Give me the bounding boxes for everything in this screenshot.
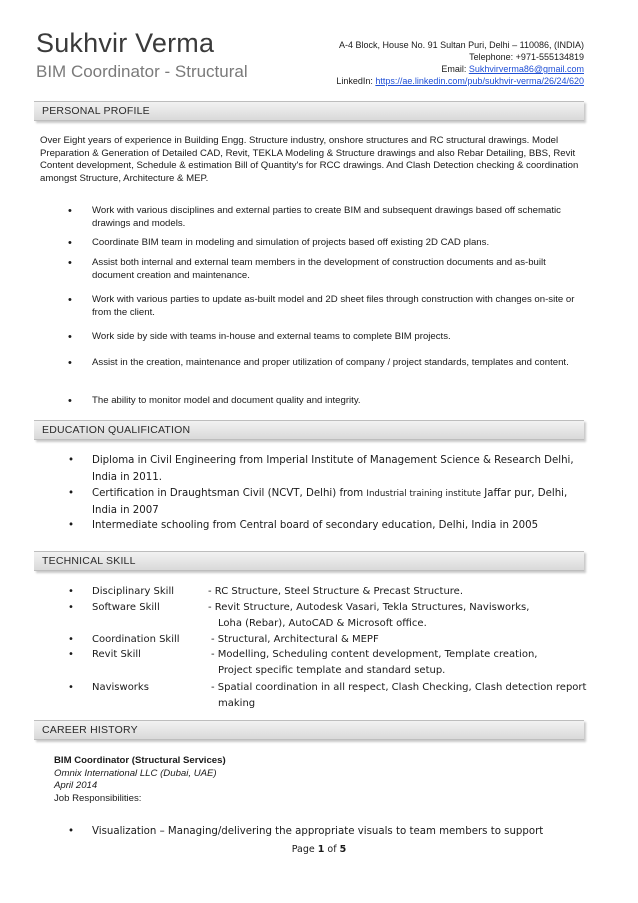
skill-label: Disciplinary Skill bbox=[92, 586, 175, 597]
bullet-icon: • bbox=[68, 294, 72, 306]
job-company: Omnix International LLC (Dubai, UAE) bbox=[54, 767, 217, 779]
linkedin-line bbox=[336, 75, 584, 87]
bullet-icon: • bbox=[68, 205, 72, 217]
bullet-icon: • bbox=[68, 357, 72, 369]
skill-value: Loha (Rebar), AutoCAD & Microsoft office. bbox=[218, 618, 427, 629]
address: A-4 Block, House No. 91 Sultan Puri, Delhi – 110086, (INDIA) bbox=[339, 40, 584, 50]
bullet-icon: • bbox=[68, 682, 74, 693]
email-link[interactable]: Sukhvirverma86@gmail.com bbox=[468, 64, 584, 74]
section-title: TECHNICAL SKILL bbox=[42, 555, 136, 567]
section-title: CAREER HISTORY bbox=[42, 724, 138, 736]
bullet-icon: • bbox=[68, 237, 72, 249]
page-number: 1 bbox=[317, 844, 325, 855]
bullet-icon: • bbox=[68, 602, 74, 613]
linkedin-link[interactable]: https://ae.linkedin.com/pub/sukhvir-verma/26/24/620 bbox=[375, 76, 584, 86]
bullet-icon: • bbox=[68, 634, 74, 645]
page-footer: Page 1 of 5 bbox=[291, 844, 347, 855]
bullet-icon: • bbox=[68, 455, 75, 466]
skill-value: - Revit Structure, Autodesk Vasari, Tekla Structures, Navisworks, bbox=[208, 602, 530, 613]
bullet-icon: • bbox=[68, 826, 75, 837]
skill-value: - RC Structure, Steel Structure & Precast Structure. bbox=[208, 586, 464, 597]
skill-value: - Spatial coordination in all respect, Clash Checking, Clash detection report bbox=[211, 682, 587, 693]
section-technical-skill bbox=[34, 551, 584, 571]
skill-label: Coordination Skill bbox=[92, 634, 180, 645]
section-title: EDUCATION QUALIFICATION bbox=[42, 424, 191, 436]
email-line bbox=[336, 63, 584, 75]
job-entry bbox=[54, 755, 226, 805]
linkedin-label: LinkedIn: bbox=[336, 76, 376, 86]
bullet-icon: • bbox=[68, 586, 74, 597]
bullet-icon: • bbox=[68, 257, 72, 269]
skill-value: - Modelling, Scheduling content development, Template creation, bbox=[211, 649, 538, 660]
job-title: BIM Coordinator (Structural Services) bbox=[54, 755, 226, 766]
skill-value: - Structural, Architectural & MEPF bbox=[211, 634, 379, 645]
section-education bbox=[34, 420, 584, 440]
bullet-icon: • bbox=[68, 649, 74, 660]
email-label: Email: bbox=[441, 64, 469, 74]
candidate-name: Sukhvir Verma bbox=[36, 28, 215, 58]
contact-block bbox=[336, 39, 584, 87]
bullet-icon: • bbox=[68, 520, 75, 531]
bullet-icon: • bbox=[68, 395, 72, 407]
skill-value: Project specific template and standard setup. bbox=[218, 665, 446, 676]
page-total: 5 bbox=[339, 844, 347, 855]
job-date: April 2014 bbox=[54, 780, 98, 791]
section-title: PERSONAL PROFILE bbox=[42, 105, 150, 117]
profile-summary: Over Eight years of experience in Building Engg. Structure industry, onshore structures and RC structural drawings. Model Preparation & Generation of Detailed CAD, Revit, TEKLA Modeling & Structure drawings and also Rebar Detailing, BBS, Revit Content development, Schedule & estimation Bill of Quantity's for RCC drawings. And Clash Detection checking & coordination amongst Structure, Architecture & MEP. bbox=[40, 135, 579, 184]
skill-label: Revit Skill bbox=[92, 649, 141, 660]
section-personal-profile bbox=[34, 101, 584, 121]
skill-label: Navisworks bbox=[92, 682, 149, 693]
skill-label: Software Skill bbox=[92, 602, 160, 613]
bullet-icon: • bbox=[68, 331, 72, 343]
skill-value: making bbox=[218, 698, 256, 709]
bullet-icon: • bbox=[68, 488, 75, 499]
job-responsibilities-label: Job Responsibilities: bbox=[54, 792, 142, 804]
section-career-history bbox=[34, 720, 584, 740]
candidate-role: BIM Coordinator - Structural bbox=[36, 62, 248, 81]
telephone: Telephone: +971-555134819 bbox=[469, 52, 584, 62]
